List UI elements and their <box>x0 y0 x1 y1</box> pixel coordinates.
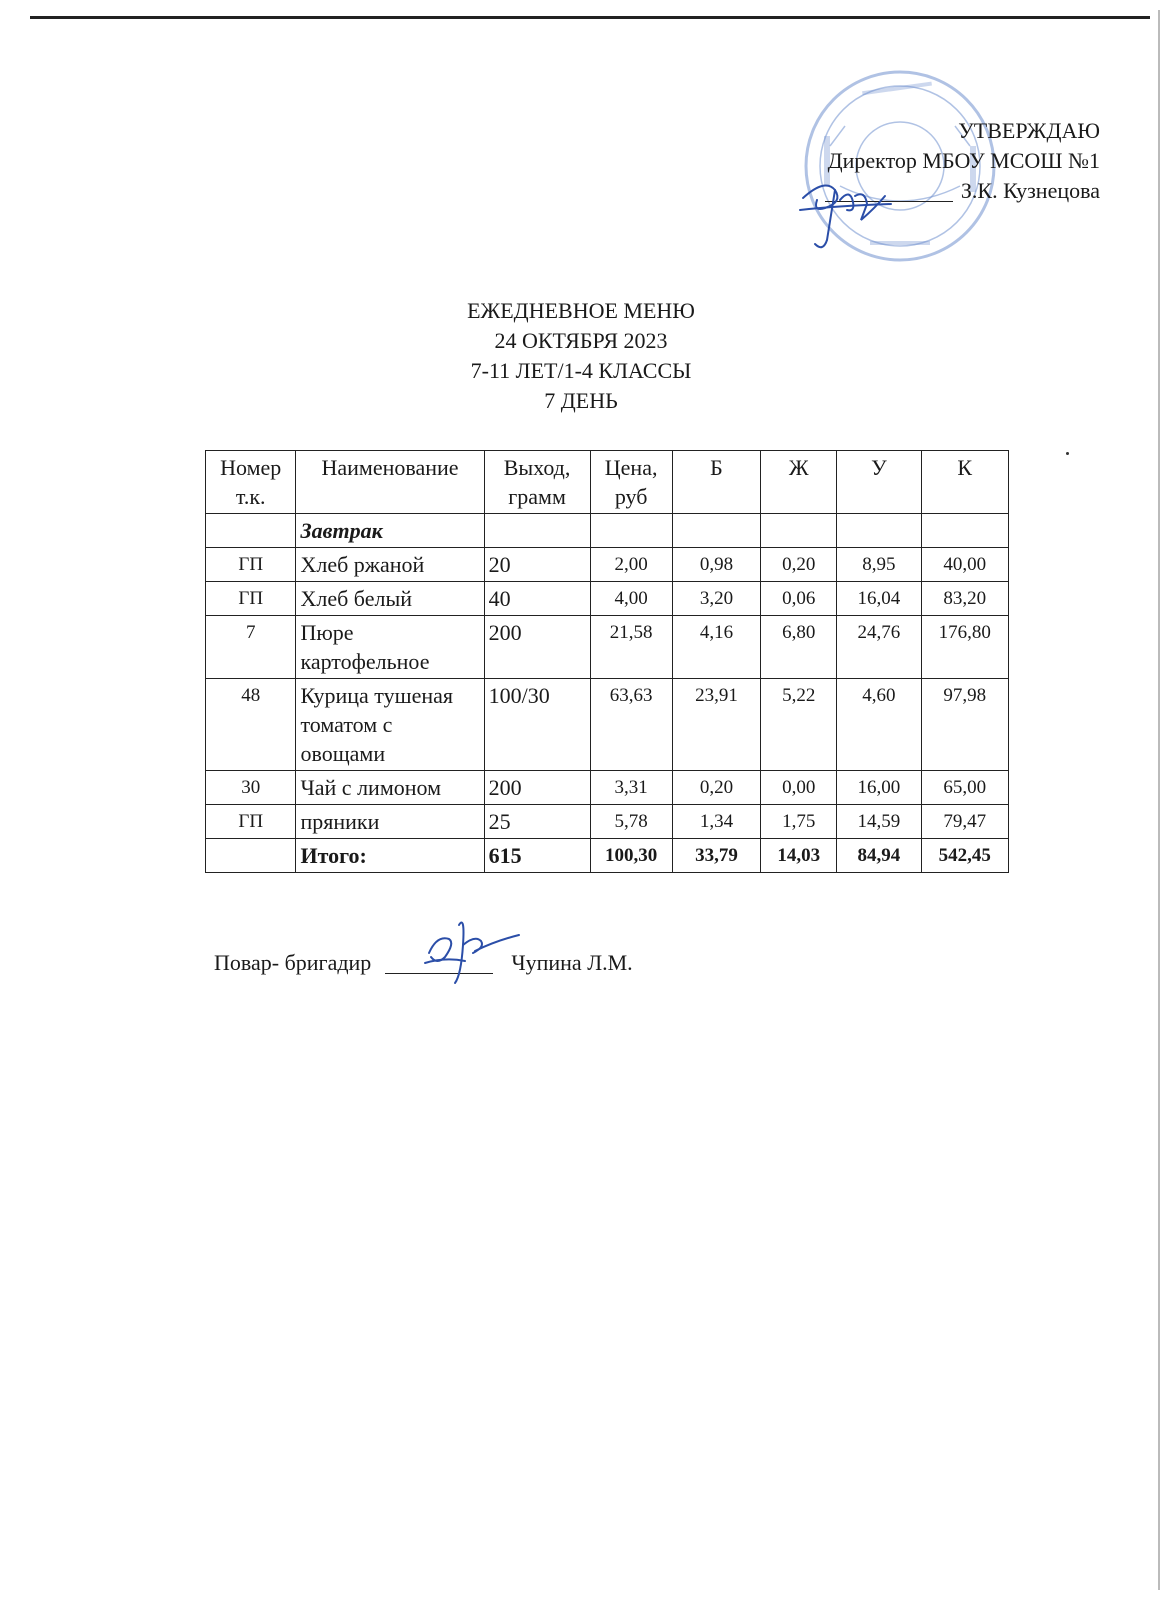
table-cell <box>921 514 1008 548</box>
dish-protein: 3,20 <box>672 582 760 616</box>
table-cell <box>761 514 837 548</box>
menu-table <box>205 450 1009 873</box>
dish-price: 5,78 <box>590 805 672 839</box>
dish-yield: 200 <box>484 616 590 679</box>
dish-kcal: 79,47 <box>921 805 1008 839</box>
dish-kcal: 65,00 <box>921 771 1008 805</box>
dish-price: 3,31 <box>590 771 672 805</box>
dish-protein: 4,16 <box>672 616 760 679</box>
table-row <box>206 679 1009 771</box>
approval-position: Директор МБОУ МСОШ №1 <box>827 148 1100 173</box>
dish-fat: 0,20 <box>761 548 837 582</box>
dish-price: 21,58 <box>590 616 672 679</box>
dish-yield: 100/30 <box>484 679 590 771</box>
director-signature <box>795 160 895 255</box>
column-header: К <box>921 451 1008 514</box>
dish-code: 7 <box>206 616 296 679</box>
cook-name: Чупина Л.М. <box>511 950 633 975</box>
dish-carbs: 24,76 <box>837 616 921 679</box>
column-header: Номер т.к. <box>206 451 296 514</box>
dish-protein: 1,34 <box>672 805 760 839</box>
menu-date: 24 ОКТЯБРЯ 2023 <box>494 328 668 353</box>
dish-code: 30 <box>206 771 296 805</box>
menu-day: 7 ДЕНЬ <box>544 388 618 413</box>
age-group: 7-11 ЛЕТ/1-4 КЛАССЫ <box>470 358 692 383</box>
table-row <box>206 805 1009 839</box>
dish-yield: 200 <box>484 771 590 805</box>
dish-carbs: 14,59 <box>837 805 921 839</box>
dish-price: 63,63 <box>590 679 672 771</box>
table-cell <box>206 839 296 873</box>
dish-code: ГП <box>206 582 296 616</box>
document-heading <box>0 296 1162 416</box>
dish-kcal: 83,20 <box>921 582 1008 616</box>
dish-yield: 20 <box>484 548 590 582</box>
scan-speck <box>1066 452 1069 455</box>
total-carbs: 84,94 <box>837 839 921 873</box>
dish-code: ГП <box>206 805 296 839</box>
dish-protein: 0,20 <box>672 771 760 805</box>
dish-name: Курица тушеная томатом с овощами <box>296 679 484 771</box>
table-row <box>206 616 1009 679</box>
dish-carbs: 4,60 <box>837 679 921 771</box>
column-header: Ж <box>761 451 837 514</box>
total-row <box>206 839 1009 873</box>
dish-fat: 1,75 <box>761 805 837 839</box>
approval-title: УТВЕРЖДАЮ <box>958 118 1100 143</box>
dish-yield: 40 <box>484 582 590 616</box>
dish-name: пряники <box>296 805 484 839</box>
total-label: Итого: <box>296 839 484 873</box>
section-row <box>206 514 1009 548</box>
dish-kcal: 97,98 <box>921 679 1008 771</box>
total-protein: 33,79 <box>672 839 760 873</box>
table-row <box>206 548 1009 582</box>
dish-fat: 0,06 <box>761 582 837 616</box>
director-name: З.К. Кузнецова <box>960 178 1100 203</box>
dish-price: 4,00 <box>590 582 672 616</box>
meal-section-label: Завтрак <box>296 514 484 548</box>
dish-name: Хлеб ржаной <box>296 548 484 582</box>
dish-fat: 5,22 <box>761 679 837 771</box>
table-cell <box>837 514 921 548</box>
dish-code: ГП <box>206 548 296 582</box>
column-header: Цена, руб <box>590 451 672 514</box>
dish-carbs: 16,00 <box>837 771 921 805</box>
dish-kcal: 176,80 <box>921 616 1008 679</box>
scan-edge-right <box>1158 10 1160 1590</box>
total-price: 100,30 <box>590 839 672 873</box>
dish-protein: 0,98 <box>672 548 760 582</box>
total-yield: 615 <box>484 839 590 873</box>
dish-kcal: 40,00 <box>921 548 1008 582</box>
total-kcal: 542,45 <box>921 839 1008 873</box>
dish-carbs: 8,95 <box>837 548 921 582</box>
column-header: У <box>837 451 921 514</box>
cook-role: Повар- бригадир <box>214 950 372 975</box>
dish-yield: 25 <box>484 805 590 839</box>
dish-code: 48 <box>206 679 296 771</box>
column-header: Б <box>672 451 760 514</box>
dish-name: Хлеб белый <box>296 582 484 616</box>
scan-edge-top <box>30 16 1150 19</box>
table-cell <box>206 514 296 548</box>
dish-carbs: 16,04 <box>837 582 921 616</box>
total-fat: 14,03 <box>761 839 837 873</box>
dish-protein: 23,91 <box>672 679 760 771</box>
dish-name: Пюре картофельное <box>296 616 484 679</box>
table-cell <box>590 514 672 548</box>
table-cell <box>672 514 760 548</box>
dish-fat: 0,00 <box>761 771 837 805</box>
table-header-row <box>206 451 1009 514</box>
document-title: ЕЖЕДНЕВНОЕ МЕНЮ <box>467 298 695 323</box>
cook-signature <box>415 905 525 990</box>
table-cell <box>484 514 590 548</box>
column-header: Выход, грамм <box>484 451 590 514</box>
table-row <box>206 771 1009 805</box>
table-row <box>206 582 1009 616</box>
dish-fat: 6,80 <box>761 616 837 679</box>
column-header: Наименование <box>296 451 484 514</box>
dish-price: 2,00 <box>590 548 672 582</box>
dish-name: Чай с лимоном <box>296 771 484 805</box>
